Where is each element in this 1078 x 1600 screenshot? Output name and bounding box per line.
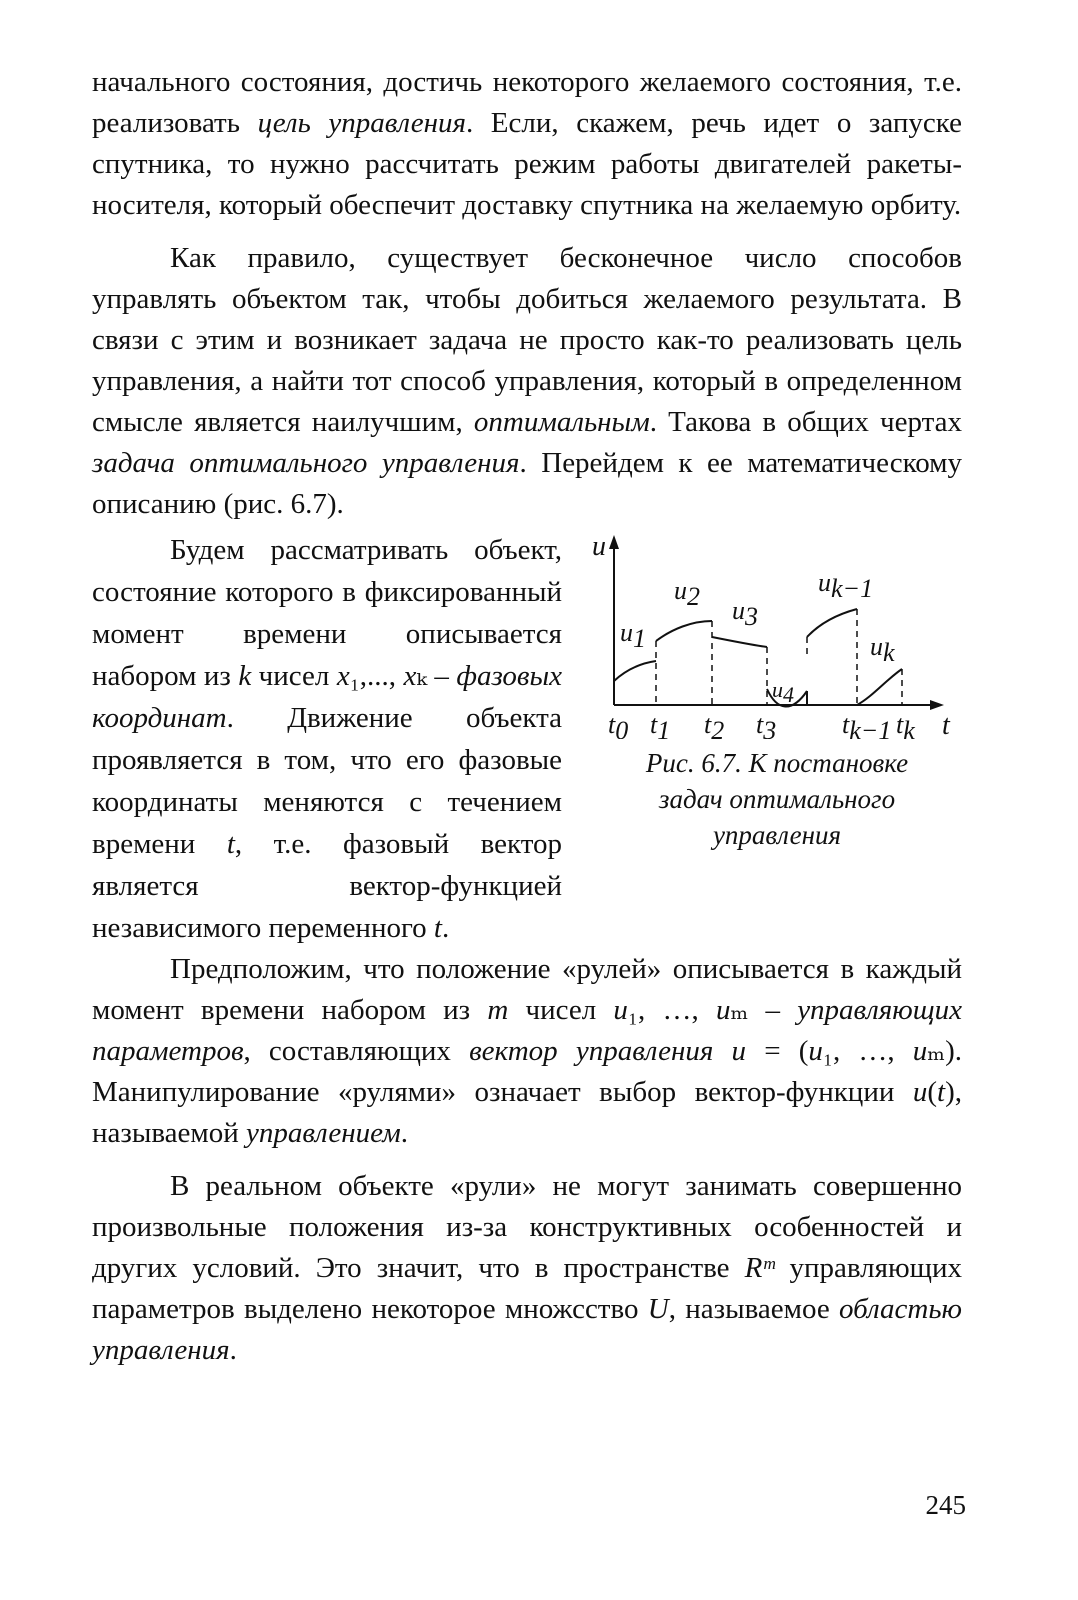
- text-run: x: [403, 660, 417, 692]
- paragraph-4: [92, 949, 962, 1154]
- tick-tk: tk: [896, 710, 915, 739]
- text-run: t: [226, 828, 235, 860]
- label-u1: u1: [620, 618, 646, 653]
- paragraph-1: [92, 62, 962, 226]
- text-run: оптимальным: [473, 406, 650, 438]
- tick-t3: t3: [756, 710, 777, 739]
- text-run: u: [912, 1076, 928, 1108]
- text-run: . Движение объекта проявляется в том, что его фазовые координаты меняются с течением времени: [92, 702, 562, 860]
- label-u4: u4: [772, 677, 794, 707]
- text-run: цель управления: [257, 107, 466, 139]
- text-run: ₘ). Манипулирование «рулями» означает выбор вектор-функции: [92, 1035, 962, 1108]
- text-run: ₁, …,: [822, 1035, 913, 1067]
- figure-wrap-section: [92, 529, 962, 949]
- text-run: . Если, скажем, речь идет о запуске спутника, то нужно рассчитать режим работы двигателей ракеты-носителя, который обеспечит доставку спутника на желаемую орбиту.: [92, 107, 963, 221]
- segment-u2: [656, 621, 712, 641]
- caption-line-2: задач оптимального: [658, 784, 896, 814]
- text-run: областью управления: [92, 1293, 962, 1366]
- text-run: Предположим, что положение «рулей» описывается в каждый момент времени набором из: [92, 953, 962, 1026]
- label-uk: uk: [870, 632, 895, 667]
- axis-label-t: t: [942, 710, 950, 739]
- left-column: [92, 529, 562, 949]
- text-run: k: [238, 660, 252, 692]
- control-plot: [592, 529, 962, 739]
- label-uk-1: uk−1: [818, 568, 874, 603]
- text-run: .: [400, 1117, 409, 1149]
- paragraph-2: [92, 238, 962, 525]
- segment-u3: [712, 637, 767, 647]
- caption-line-3: управления: [712, 820, 842, 850]
- tick-t1: t1: [650, 710, 671, 739]
- text-run: , называемое: [668, 1293, 840, 1325]
- text-run: Rᵐ: [744, 1252, 775, 1284]
- segment-u1: [614, 661, 656, 681]
- text-run: x: [336, 660, 350, 692]
- text-run: задача оптимального управления: [92, 447, 520, 479]
- text-run: m: [487, 994, 509, 1026]
- text-run: , т.е. фазовый вектор является вектор-функцией независимого переменного: [92, 828, 563, 944]
- text-run: Будем рассматривать объект, состояние которого в фиксированный момент времени описывается набором из: [92, 534, 562, 692]
- text-run: u: [808, 1035, 823, 1067]
- text-run: вектор управления u: [469, 1035, 747, 1067]
- text-run: ₁,...,: [349, 660, 404, 692]
- text-run: t: [937, 1076, 946, 1108]
- page-body: [92, 62, 962, 1371]
- figure-6-7: [592, 529, 962, 853]
- text-run: ₖ –: [416, 660, 457, 692]
- page-number: 245: [925, 1490, 966, 1520]
- text-run: ), называемой: [92, 1076, 962, 1149]
- label-u2: u2: [674, 576, 700, 611]
- text-run: u: [715, 994, 731, 1026]
- text-run: t: [433, 912, 442, 944]
- label-u3: u3: [732, 596, 758, 631]
- text-run: Как правило, существует бесконечное число способов управлять объектом так, чтобы добиться желаемого результата. В связи с этим и возникает задача не просто как-то реализовать цель управления, а найти тот способ управления, который в определенном смысле является наилучшим,: [92, 242, 962, 438]
- text-run: = (: [746, 1035, 809, 1067]
- tick-tk-1: tk−1: [842, 710, 892, 739]
- y-axis-arrow: [609, 535, 619, 549]
- text-run: В реальном объекте «рули» не могут занимать совершенно произвольные положения из-за конструктивных особенностей и других условий. Это значит, что в пространстве: [92, 1170, 962, 1284]
- text-run: управлением: [246, 1117, 401, 1149]
- axis-label-u: u: [592, 531, 606, 562]
- text-run: чисел: [508, 994, 614, 1026]
- figure-caption: [592, 745, 962, 853]
- text-run: управляющих параметров: [92, 994, 962, 1067]
- text-run: (: [927, 1076, 938, 1108]
- text-run: u: [912, 1035, 928, 1067]
- tick-t2: t2: [704, 710, 725, 739]
- text-run: . Такова в общих чертах: [649, 406, 962, 438]
- paragraph-5: [92, 1166, 962, 1371]
- caption-line-1: Рис. 6.7. К постановке: [645, 748, 909, 778]
- text-run: .: [229, 1334, 237, 1366]
- text-run: U: [647, 1293, 669, 1325]
- text-run: .: [441, 912, 450, 944]
- text-run: u: [613, 994, 628, 1026]
- text-run: фазовых координат: [92, 660, 563, 734]
- text-run: , составляющих: [243, 1035, 470, 1067]
- text-run: управляющих параметров выделено некоторое множсство: [92, 1252, 962, 1325]
- segment-uk-1: [807, 609, 857, 637]
- text-run: ₁, …,: [627, 994, 716, 1026]
- tick-t0: t0: [608, 710, 629, 739]
- x-axis-arrow: [930, 700, 944, 710]
- segment-uk: [857, 669, 902, 705]
- text-run: чисел: [251, 660, 337, 692]
- text-run: начального состояния, достичь некоторого желаемого состояния, т.е. реализовать: [92, 66, 962, 139]
- text-run: . Перейдем к ее математическому описанию (рис. 6.7).: [92, 447, 962, 520]
- text-run: ₘ –: [730, 994, 798, 1026]
- paragraph-3: [92, 529, 562, 949]
